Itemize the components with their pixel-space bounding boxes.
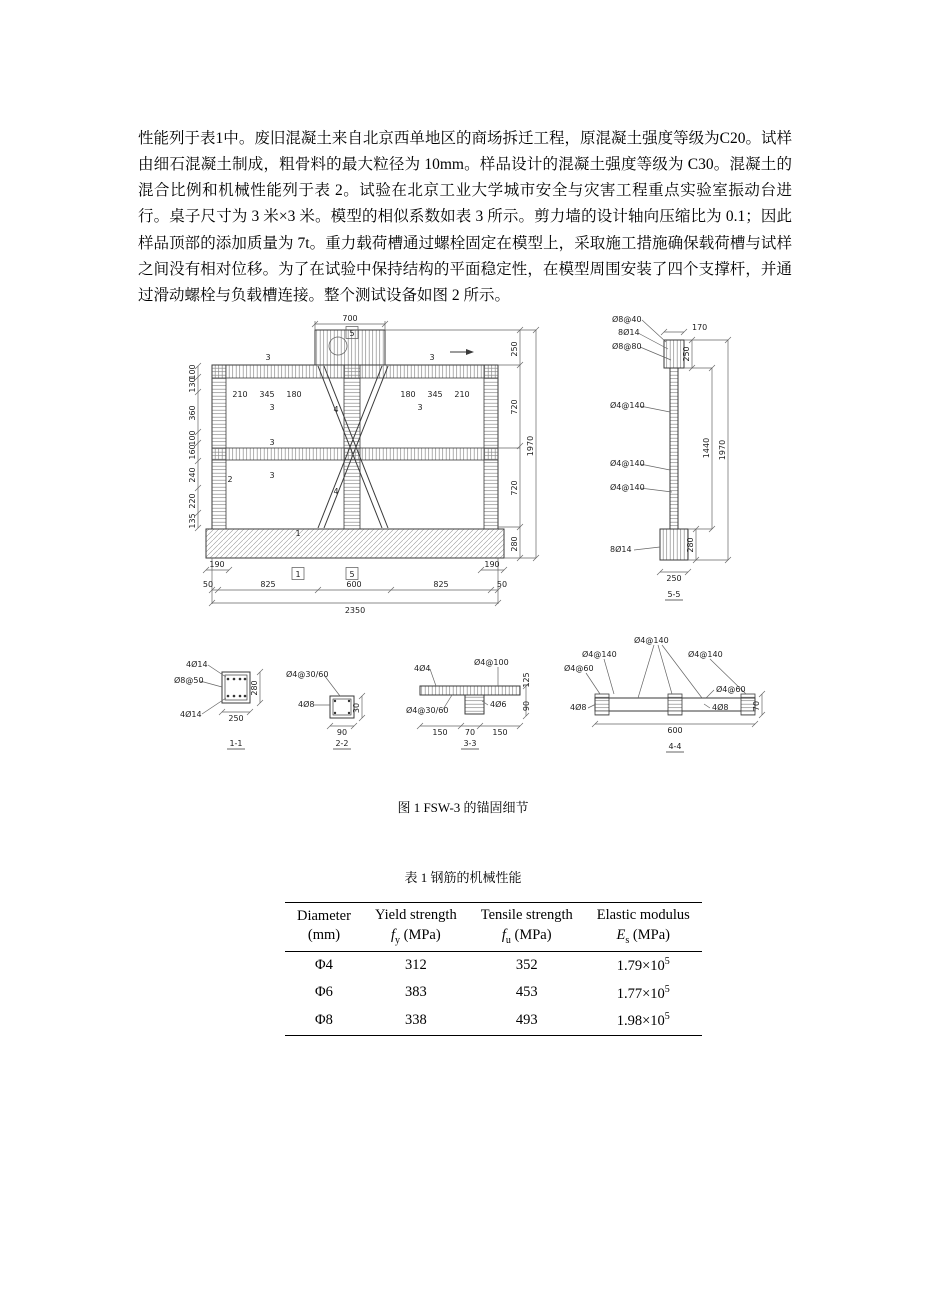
table-row: [285, 1007, 702, 1035]
figure-label: 90: [522, 700, 531, 712]
figure-label: 3: [417, 403, 423, 412]
figure-label: 1970: [526, 435, 535, 457]
figure-label: 190: [484, 560, 500, 569]
figure-label: 250: [666, 574, 682, 583]
figure-caption: 图 1 FSW-3 的锚固细节: [397, 800, 529, 815]
table-cell: 493: [515, 1012, 538, 1029]
figure-label: 2: [227, 475, 233, 484]
figure-label: 360: [188, 405, 197, 421]
table-cell: $1.98\times 10^5$: [616, 1011, 670, 1029]
figure-label: 720: [510, 480, 519, 496]
figure-label: 3: [269, 438, 275, 447]
figure-label: 1: [295, 529, 301, 538]
figure-label: 70: [464, 728, 476, 737]
figure-label: 825: [260, 580, 276, 589]
figure-label: 280: [250, 680, 259, 696]
body-paragraph: 性能列于表1中。废旧混凝土来自北京西单地区的商场拆迁工程，原混凝土强度等级为C20。试样由细石混凝土制成，粗骨料的最大粒径为 10mm。样品设计的混凝土强度等级为 C30。混凝土的混合比例和机械性能列于表 2。试验在北京工业大学城市安全与灾害工程重点实验室振动台进行。桌子尺寸为 3 米×3 米。模型的相似系数如表 3 所示。剪力墙的设计轴向压缩比为 0.1；因此样品顶部的添加质量为 7t。重力载荷槽通过螺栓固定在模型上，采取施工措施确保载荷槽与试样之间没有相对位移。为了在试验中保持结构的平面稳定性，在模型周围安装了四个支撑杆，并通过滑动螺栓与负载槽连接。整个测试设备如图 2 所示。: [138, 129, 792, 305]
load-arrow-icon: [450, 349, 474, 355]
figure-label: 125: [522, 672, 531, 688]
figure-label: 4: [333, 487, 339, 496]
figure-label: 1970: [718, 439, 727, 461]
wall-elevation: [206, 330, 504, 558]
table-cell: Φ6: [315, 984, 333, 1001]
figure-label: 345: [259, 390, 275, 399]
figure-label: 720: [510, 399, 519, 415]
table-head: [285, 903, 702, 952]
figure-label: 150: [432, 728, 448, 737]
table-row: [285, 980, 702, 1008]
figure-label: 210: [454, 390, 470, 399]
figure-label: Ø4@140: [582, 650, 617, 659]
figure-label: 5-5: [667, 590, 681, 599]
table-cell: $1.79\times 10^5$: [616, 955, 670, 974]
figure-label: 2350: [344, 606, 366, 615]
figure-label: Ø8@80: [612, 342, 642, 351]
section-5-5: [660, 340, 688, 560]
figure-label: 825: [433, 580, 449, 589]
table-header-cell: Elastic modulus $E_s$ (MPa): [585, 903, 702, 952]
figure-drawing: [168, 300, 768, 772]
figure-label: Ø8@40: [612, 315, 642, 324]
table-cell: 312: [404, 956, 427, 973]
figure-label: 3: [269, 403, 275, 412]
figure-label: 180: [400, 390, 416, 399]
figure-label: Ø4@60: [564, 664, 594, 673]
table-header-cell: Diameter (mm): [285, 903, 363, 952]
section-2-2: [314, 675, 365, 729]
figure-label: 130: [188, 377, 197, 393]
figure-label: Ø4@60: [716, 685, 746, 694]
figure-label: Ø4@140: [634, 636, 669, 645]
figure-label: 135: [188, 513, 197, 529]
figure-label: 3: [429, 353, 435, 362]
figure-label: Ø8@50: [174, 676, 204, 685]
figure-label: 600: [667, 726, 683, 735]
figure-label: 4Ø8: [712, 703, 729, 712]
figure-label: 4-4: [668, 742, 682, 751]
figure-1: [168, 300, 768, 772]
figure-label: 180: [286, 390, 302, 399]
figure-label: 8Ø14: [618, 328, 640, 337]
figure-label: 4Ø14: [180, 710, 202, 719]
figure-label: 150: [492, 728, 508, 737]
figure-label: 2-2: [335, 739, 349, 748]
figure-label: 100: [188, 430, 197, 446]
figure-label: 250: [682, 346, 691, 362]
table-header-cell: Yield strength $f_y$ (MPa): [363, 903, 469, 952]
figure-label: 100: [188, 364, 197, 380]
figure-label: 280: [510, 536, 519, 552]
figure-label: 210: [232, 390, 248, 399]
figure-label: 50: [496, 580, 508, 589]
figure-label: 30: [352, 702, 361, 714]
figure-label: 700: [342, 314, 358, 323]
figure-label: 4Ø6: [490, 700, 507, 709]
table-cell: Φ4: [315, 956, 333, 973]
table-cell: Φ8: [315, 1012, 333, 1029]
table-caption: 表 1 钢筋的机械性能: [404, 870, 522, 885]
figure-label: 8Ø14: [610, 545, 632, 554]
rebar-properties-table: [285, 902, 702, 1036]
figure-label: 4Ø8: [570, 703, 587, 712]
table-cell: 352: [515, 956, 538, 973]
figure-label: 280: [686, 537, 695, 553]
figure-label: 240: [188, 467, 197, 483]
figure-label: 70: [752, 700, 761, 712]
figure-label: Ø4@100: [474, 658, 509, 667]
figure-label: 220: [188, 493, 197, 509]
figure-label: 160: [188, 444, 197, 460]
table-cell: 338: [404, 1012, 427, 1029]
figure-label: 1440: [702, 437, 711, 459]
figure-label: 90: [336, 728, 348, 737]
figure-label: 4Ø14: [186, 660, 208, 669]
figure-label: 170: [692, 323, 708, 332]
figure-label: Ø4@30/60: [286, 670, 329, 679]
table-cell: $1.77\times 10^5$: [616, 983, 670, 1002]
figure-label: Ø4@140: [610, 483, 645, 492]
figure-label: 5: [349, 570, 355, 579]
figure-label: 5: [349, 329, 355, 338]
figure-label: 190: [209, 560, 225, 569]
table-header-row: [285, 903, 702, 952]
figure-label: 1: [295, 570, 301, 579]
table-header-cell: Tensile strength $f_u$ (MPa): [469, 903, 585, 952]
figure-label: 600: [346, 580, 362, 589]
figure-label: 50: [202, 580, 214, 589]
figure-label: 4: [333, 405, 339, 414]
section-3-3: [417, 667, 529, 729]
figure-label: 3-3: [463, 739, 477, 748]
figure-label: 345: [427, 390, 443, 399]
figure-label: 3: [269, 471, 275, 480]
figure-label: Ø4@140: [610, 459, 645, 468]
table-cell: 383: [404, 984, 427, 1001]
figure-label: 1-1: [229, 739, 243, 748]
figure-label: 4Ø4: [414, 664, 431, 673]
table-row: [285, 951, 702, 979]
figure-label: Ø4@140: [610, 401, 645, 410]
figure-label: Ø4@30/60: [406, 706, 449, 715]
table-cell: 453: [515, 984, 538, 1001]
figure-label: 3: [265, 353, 271, 362]
figure-label: 250: [228, 714, 244, 723]
figure-label: 250: [510, 341, 519, 357]
figure-label: 4Ø8: [298, 700, 315, 709]
table-body: [285, 951, 702, 1035]
figure-label: Ø4@140: [688, 650, 723, 659]
